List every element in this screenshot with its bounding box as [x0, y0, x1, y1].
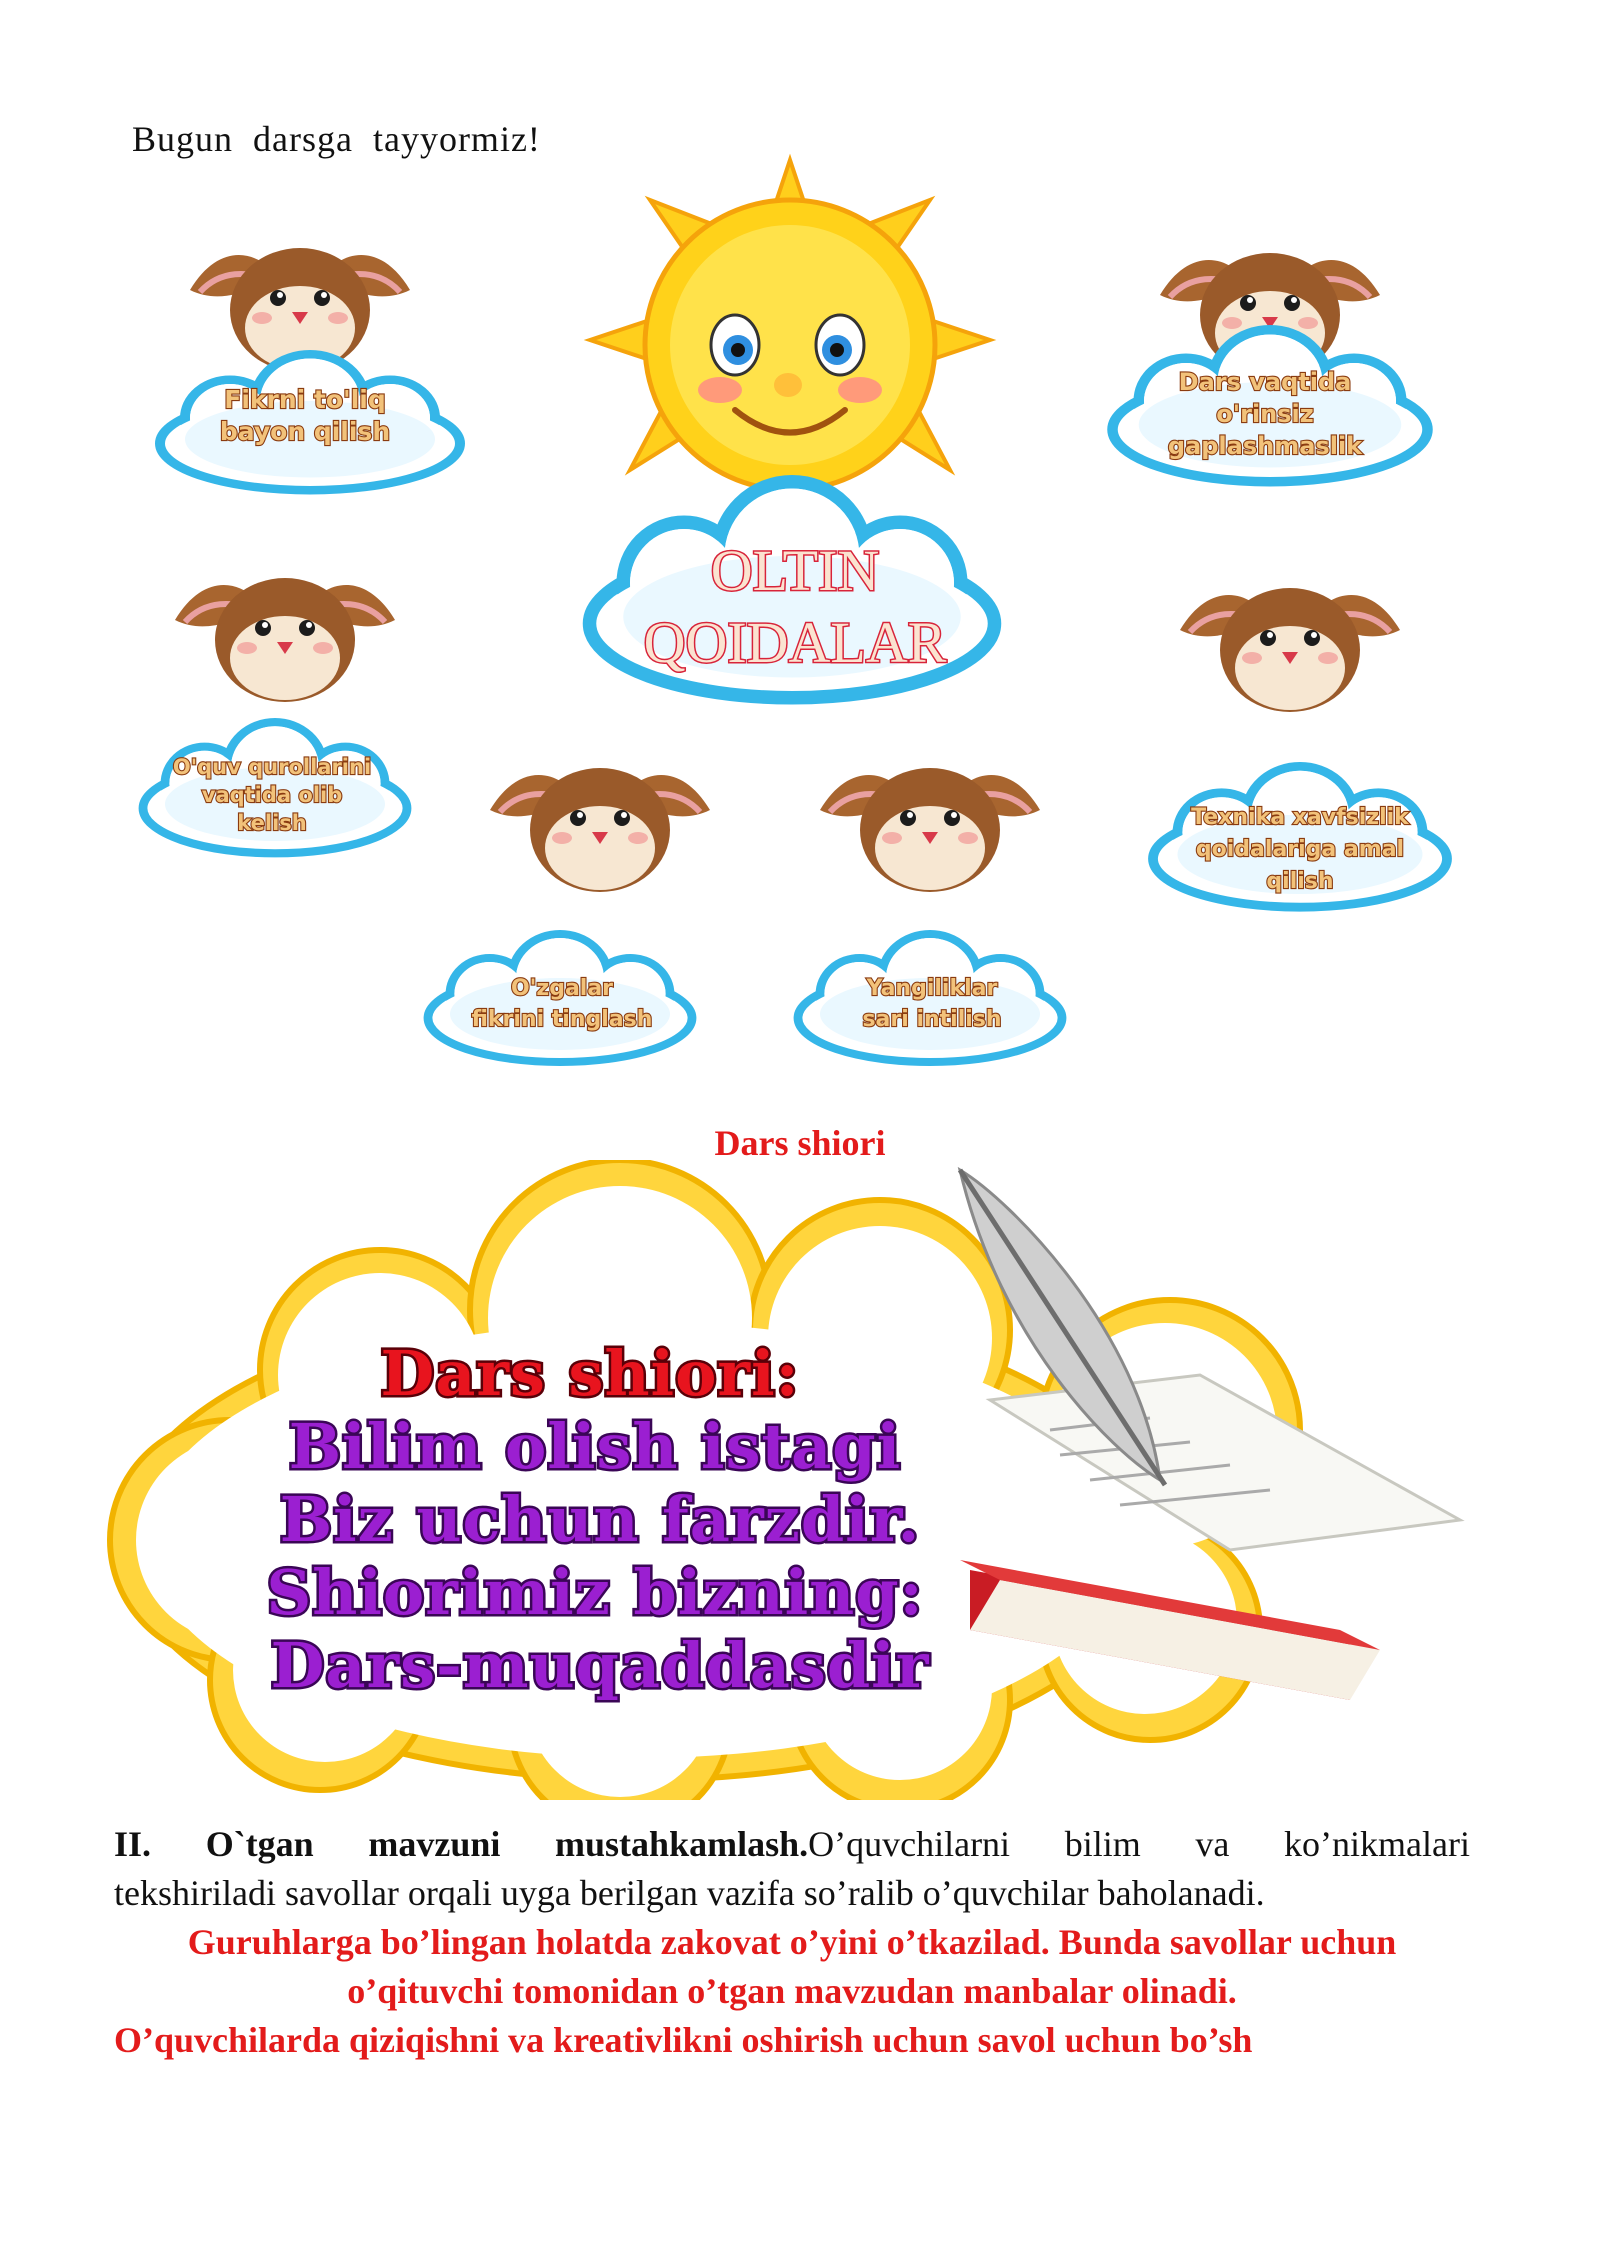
motto-heading: Dars shiori:	[380, 1337, 800, 1410]
rule-1-line-2: bayon qilish	[219, 417, 391, 446]
sun-illustration	[590, 160, 990, 520]
motto-caption: Dars shiori	[714, 1123, 886, 1163]
title-line-2: QOIDALAR	[643, 610, 947, 675]
lesson-section	[114, 1820, 1470, 2065]
rule-2-line-3: gaplashmaslik	[1167, 432, 1363, 460]
rule-3-line-3: kelish	[237, 811, 307, 835]
rule-3-line-1: O'quv qurollarini	[172, 755, 372, 779]
rule-5-line-2: fikrini tinglash	[471, 1007, 653, 1032]
rule-4-line-1: Texnika xavfsizlik	[1191, 805, 1409, 830]
section-text-line-1: O’quvchilarni bilim va ko’nikmalari	[808, 1824, 1470, 1864]
motto-illustration	[0, 1160, 1600, 1800]
bird-illustration	[175, 578, 395, 702]
section-text-line-2: tekshiriladi savollar orqali uyga berilgan vazifa so’ralib o’quvchilar baholanadi.	[114, 1873, 1265, 1913]
motto-line-3: Shiorimiz bizning:	[266, 1556, 924, 1629]
section-red-last-line: O’quvchilarda qiziqishni va kreativlikni oshirish uchun savol uchun bo’sh	[114, 2020, 1253, 2060]
rule-3-line-2: vaqtida olib	[201, 783, 343, 807]
bird-illustration	[820, 768, 1040, 892]
motto-line-1: Bilim olish istagi	[288, 1410, 902, 1483]
rule-4-line-3: qilish	[1266, 869, 1334, 894]
rule-1-line-1: Fikrni to'liq	[224, 385, 386, 414]
bird-illustration	[1180, 588, 1400, 712]
rule-2-line-1: Dars vaqtida	[1178, 368, 1352, 396]
rule-6-line-2: sari intilish	[862, 1007, 1002, 1032]
bird-illustration	[490, 768, 710, 892]
golden-rules-illustration	[0, 0, 1600, 1120]
intro-text: Bugun darsga tayyormiz!	[132, 119, 541, 159]
rule-4-line-2: qoidalariga amal	[1195, 837, 1405, 862]
title-line-1: OLTIN	[710, 538, 880, 603]
motto-line-4: Dars-muqaddasdir	[270, 1629, 930, 1702]
rule-2-line-2: o'rinsiz	[1216, 400, 1314, 428]
section-red-text: Guruhlarga bo’lingan holatda zakovat o’yini o’tkazilad. Bunda savollar uchun o’qituvchi tomonidan o’tgan mavzudan manbalar olinadi.	[187, 1922, 1397, 2011]
motto-line-2: Biz uchun farzdir.	[279, 1483, 921, 1556]
rule-5-line-1: O'zgalar	[510, 976, 614, 1001]
rule-6-line-1: Yangiliklar	[866, 976, 998, 1001]
section-heading: II. O`tgan mavzuni mustahkamlash.	[114, 1824, 809, 1864]
